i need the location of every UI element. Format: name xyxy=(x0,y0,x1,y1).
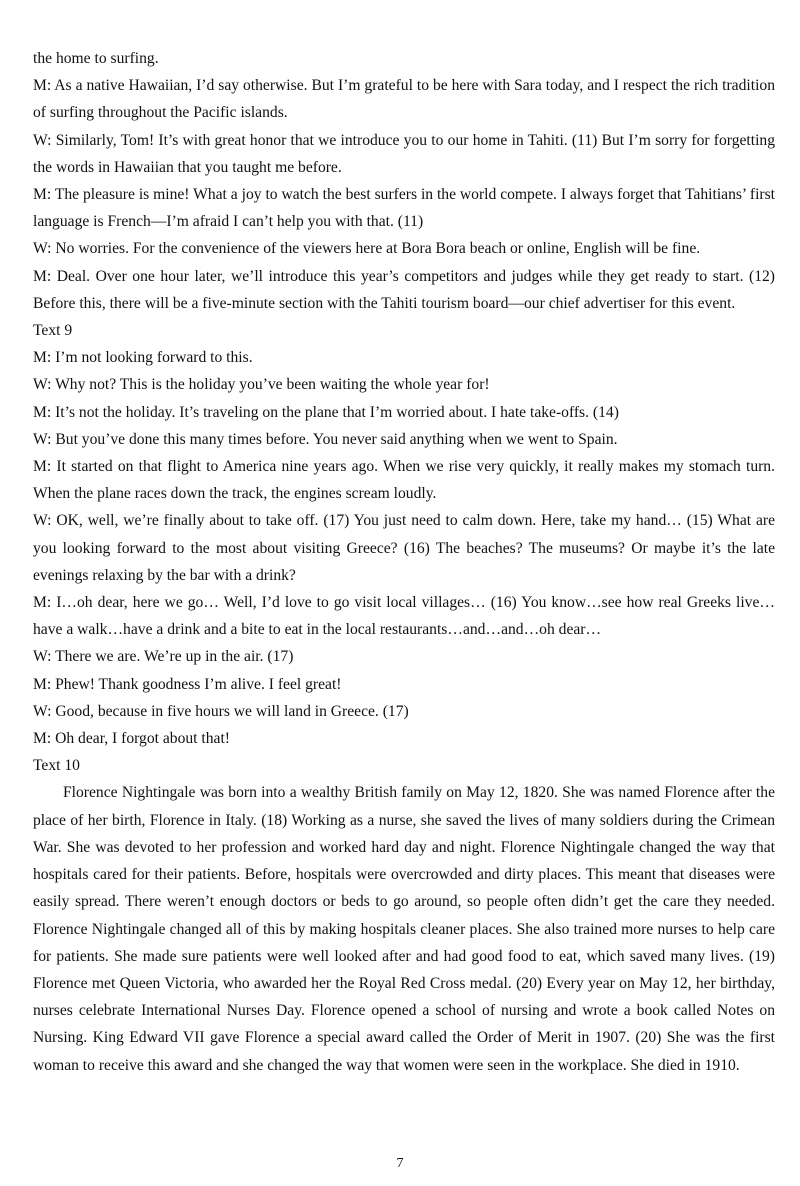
text8-line: M: The pleasure is mine! What a joy to watch the best surfers in the world compete. I always forget that Tahitians’ first language is French—I’m afraid I can’t help you with that. (11) xyxy=(33,186,775,231)
page-content xyxy=(33,45,775,1079)
page-number: 7 xyxy=(396,1156,404,1171)
text9-line: M: It’s not the holiday. It’s traveling on the plane that I’m worried about. I hate take-offs. (14) xyxy=(33,403,619,421)
text9-line: W: Good, because in five hours we will land in Greece. (17) xyxy=(33,702,409,720)
text9-line: M: Oh dear, I forgot about that! xyxy=(33,730,230,748)
text8-line: W: No worries. For the convenience of the viewers here at Bora Bora beach or online, English will be fine. xyxy=(33,240,701,258)
text9-line: W: OK, well, we’re finally about to take off. (17) You just need to calm down. Here, take my hand… (15) What are you looking forward to the most about visiting Greece? (16) The beaches? The museums? Or maybe it’s the late evenings relaxing by the bar with a drink? xyxy=(33,512,775,584)
text10-heading: Text 10 xyxy=(33,757,80,775)
text9-line: M: Phew! Thank goodness I’m alive. I feel great! xyxy=(33,675,342,693)
text8-line: the home to surfing. xyxy=(33,50,159,67)
text9-line: M: I…oh dear, here we go… Well, I’d love to go visit local villages… (16) You know…see how real Greeks live…have a walk…have a drink and a bite to eat in the local restaurants…and…and…oh dear… xyxy=(33,594,775,639)
text9-line: M: I’m not looking forward to this. xyxy=(33,349,253,367)
text9-line: M: It started on that flight to America nine years ago. When we rise very quickly, it really makes my stomach turn. When the plane races down the track, the engines scream loudly. xyxy=(33,458,775,503)
text9-line: W: There we are. We’re up in the air. (17) xyxy=(33,648,294,666)
text8-line: M: As a native Hawaiian, I’d say otherwise. But I’m grateful to be here with Sara today, and I respect the rich tradition of surfing throughout the Pacific islands. xyxy=(33,77,775,122)
text8-line: M: Deal. Over one hour later, we’ll introduce this year’s competitors and judges while they get ready to start. (12) Before this, there will be a five-minute section with the Tahiti tourism board—our chief advertiser for this event. xyxy=(33,267,775,312)
text8-line: W: Similarly, Tom! It’s with great honor that we introduce you to our home in Tahiti. (11) But I’m sorry for forgetting the words in Hawaiian that you taught me before. xyxy=(33,131,775,176)
text10-paragraph: Florence Nightingale was born into a wealthy British family on May 12, 1820. She was named Florence after the place of her birth, Florence in Italy. (18) Working as a nurse, she saved the lives of many soldiers during the Crimean War. She was devoted to her profession and worked hard day and night. Florence Nightingale changed the way that hospitals cared for their patients. Before, hospitals were overcrowded and dirty places. This meant that diseases were easily spread. There weren’t enough doctors or beds to go around, so people often didn’t get the care they needed. Florence Nightingale changed all of this by making hospitals cleaner places. She also trained more nurses to help care for patients. She made sure patients were well looked after and had good food to eat, which saved many lives. (19) Florence met Queen Victoria, who awarded her the Royal Red Cross medal. (20) Every year on May 12, her birthday, nurses celebrate International Nurses Day. Florence opened a school of nursing and wrote a book called Notes on Nursing. King Edward VII gave Florence a special award called the Order of Merit in 1907. (20) She was the first woman to receive this award and she changed the way that women were seen in the workplace. She died in 1910. xyxy=(33,784,775,1074)
text9-line: W: Why not? This is the holiday you’ve been waiting the whole year for! xyxy=(33,376,490,394)
text9-heading: Text 9 xyxy=(33,322,73,340)
text9-line: W: But you’ve done this many times before. You never said anything when we went to Spain. xyxy=(33,430,618,448)
